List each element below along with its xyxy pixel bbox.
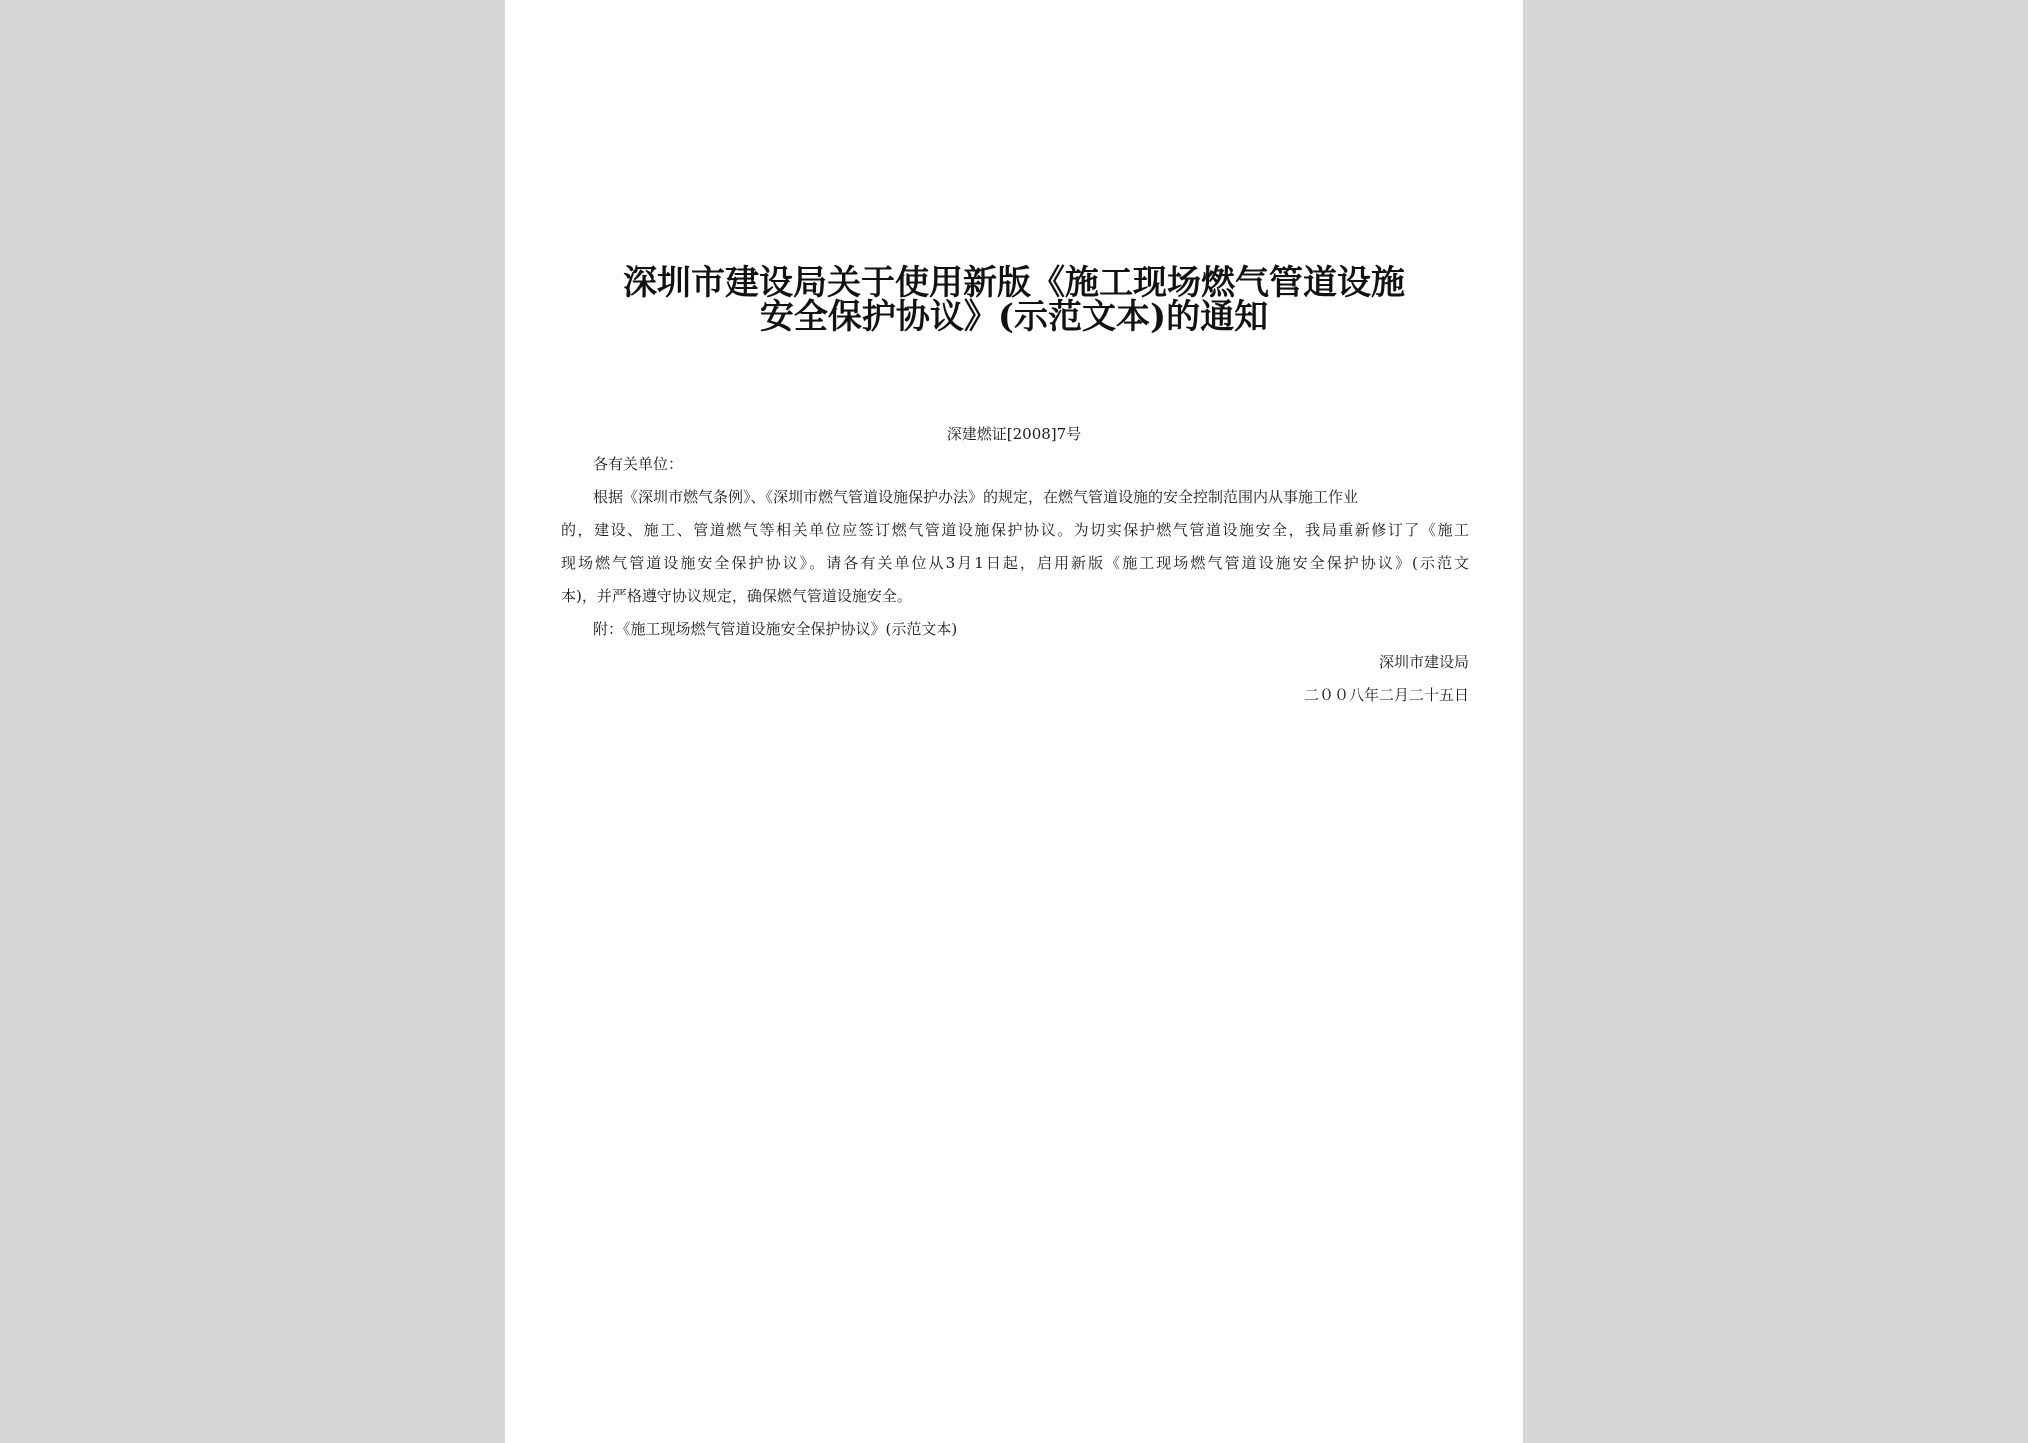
notice-title-line-1: 深圳市建设局关于使用新版《施工现场燃气管道设施 xyxy=(623,263,1405,303)
document-number: 深建燃证[2008]7号 xyxy=(946,425,1082,443)
body-line-4: 本)，并严格遵守协议规定，确保燃气管道设施安全。 xyxy=(561,587,912,605)
notice-title-line-2: 安全保护协议》(示范文本)的通知 xyxy=(759,297,1269,337)
document-page xyxy=(505,0,1523,1443)
attachment-note: 附：《施工现场燃气管道设施安全保护协议》(示范文本) xyxy=(593,620,958,638)
issue-date: 二００八年二月二十五日 xyxy=(1303,686,1469,704)
body-line-1: 根据《深圳市燃气条例》、《深圳市燃气管道设施保护办法》的规定，在燃气管道设施的安全控制范围内从事施工作业 xyxy=(593,488,1359,506)
signature: 深圳市建设局 xyxy=(1378,653,1469,671)
body-line-2: 的，建设、施工、管道燃气等相关单位应签订燃气管道设施保护协议。为切实保护燃气管道设施安全，我局重新修订了《施工 xyxy=(561,521,1469,539)
body-line-3: 现场燃气管道设施安全保护协议》。请各有关单位从3月1日起，启用新版《施工现场燃气管道设施安全保护协议》(示范文 xyxy=(561,554,1469,572)
salutation: 各有关单位： xyxy=(593,455,684,473)
